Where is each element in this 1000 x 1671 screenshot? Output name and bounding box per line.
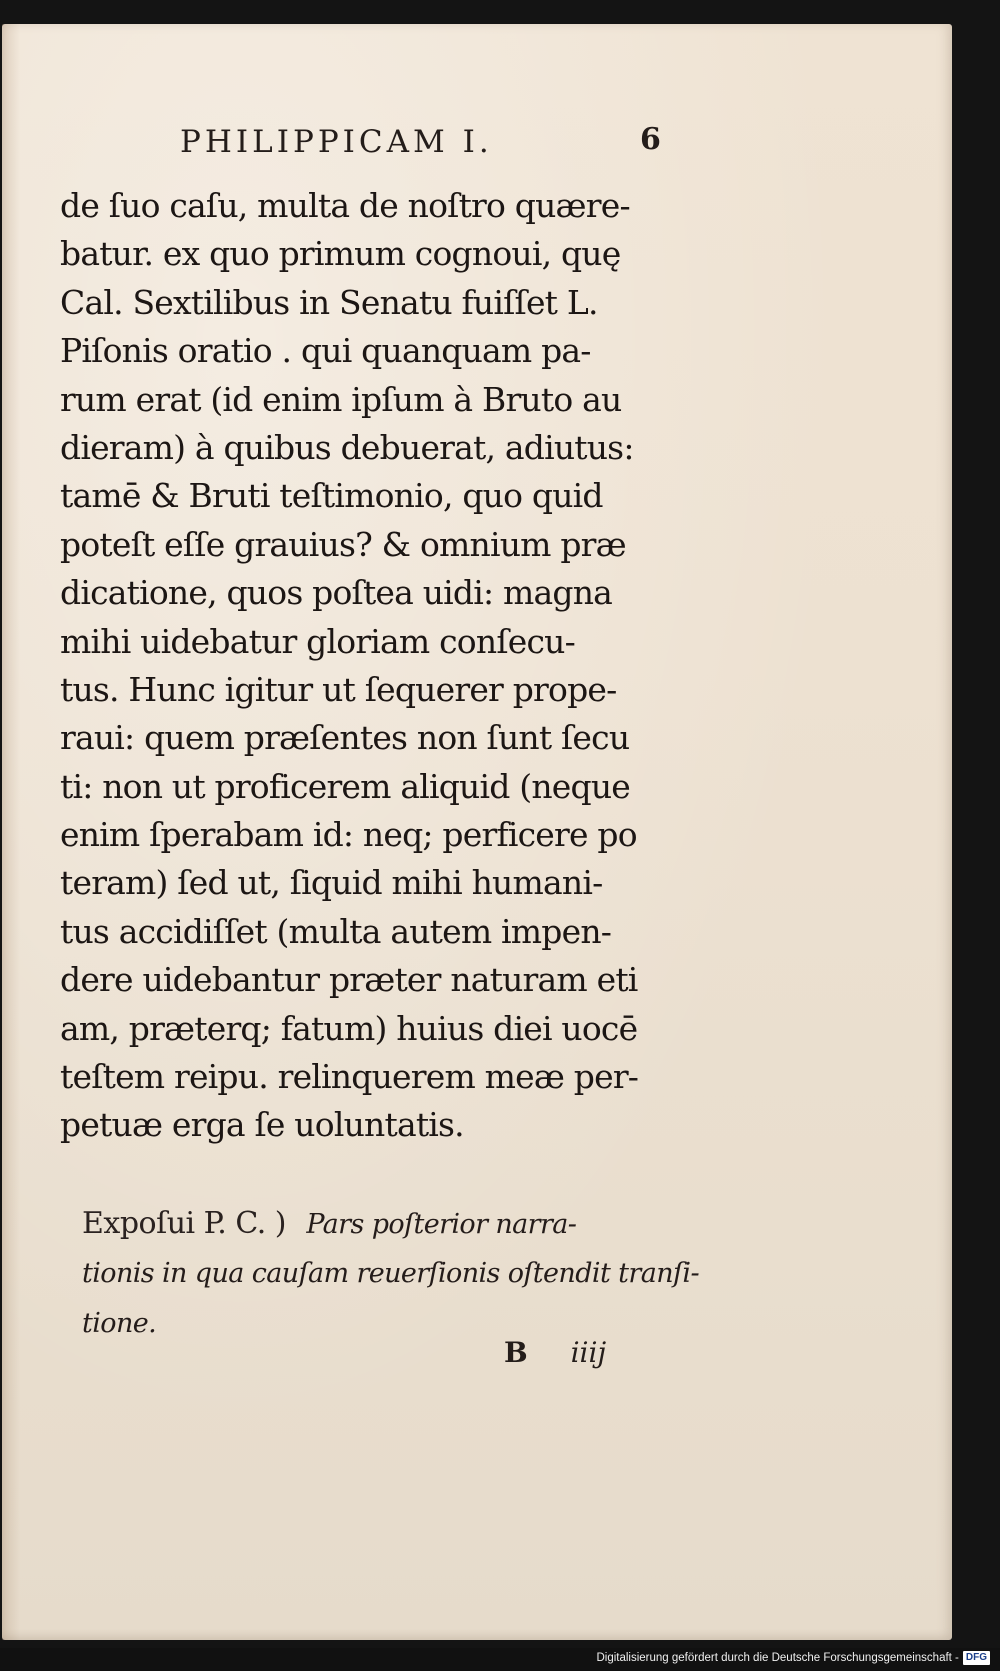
- commentary-lemma: Expoſui P. C. ): [82, 1206, 286, 1241]
- text-line: dere uidebantur præter naturam eti: [60, 960, 638, 1000]
- signature-number: iiij: [570, 1336, 607, 1369]
- commentary-block: [82, 1199, 722, 1349]
- text-line: am, præterq; fatum) huius diei uocē: [60, 1008, 638, 1048]
- signature-letter: B: [504, 1336, 528, 1369]
- running-head: PHILIPPICAM I.: [180, 124, 493, 160]
- commentary-line: [82, 1249, 722, 1299]
- text-line: enim ſperabam id: neq; perficere po: [60, 815, 637, 855]
- text-line: de ſuo caſu, multa de noſtro quære-: [60, 186, 630, 225]
- commentary-gloss: tione.: [82, 1308, 157, 1339]
- main-text-block: [60, 182, 710, 1150]
- commentary-line: [82, 1299, 722, 1349]
- signature-mark: [504, 1336, 606, 1369]
- commentary-gloss: Pars poſterior narra-: [306, 1209, 577, 1240]
- text-line: tamē & Bruti teſtimonio, quo quid: [60, 476, 603, 516]
- funding-credit-text: Digitalisierung gefördert durch die Deutsche Forschungsgemeinschaft -: [596, 1652, 959, 1664]
- text-line: petuæ erga ſe uoluntatis.: [60, 1105, 464, 1145]
- text-line: teſtem reipu. relinquerem meæ per-: [60, 1057, 639, 1097]
- text-line: dicatione, quos poſtea uidi: magna: [60, 573, 613, 613]
- commentary-line: [82, 1199, 722, 1249]
- text-line: tus accidiſſet (multa autem impen-: [60, 911, 612, 951]
- text-line: ti: non ut proficerem aliquid (neque: [60, 766, 631, 806]
- folio-number: 6: [640, 122, 661, 157]
- funding-credit: [596, 1651, 990, 1665]
- text-line: Piſonis oratio . qui quanquam pa-: [60, 331, 591, 371]
- text-line: poteſt eſſe grauius? & omnium præ: [60, 524, 626, 564]
- text-line: teram) ſed ut, ſiquid mihi humani-: [60, 863, 603, 903]
- text-line: mihi uidebatur gloriam conſecu-: [60, 621, 575, 661]
- commentary-gloss: tionis in qua cauſam reuerſionis oſtendit tranſi-: [82, 1258, 699, 1289]
- text-line: rum erat (id enim ipſum à Bruto au: [60, 379, 622, 419]
- page-gutter-shadow: [2, 24, 20, 1640]
- text-line: tus. Hunc igitur ut ſequerer prope-: [60, 669, 617, 709]
- text-line: batur. ex quo primum cognoui, quę: [60, 234, 621, 274]
- text-line: dieram) à quibus debuerat, adiutus:: [60, 427, 634, 467]
- dfg-logo: DFG: [963, 1651, 990, 1665]
- text-line: raui: quem præſentes non ſunt ſecu: [60, 718, 630, 758]
- footer-bar: [0, 1648, 1000, 1671]
- text-line: Cal. Sextilibus in Senatu fuiſſet L.: [60, 282, 598, 322]
- book-page: [2, 24, 952, 1640]
